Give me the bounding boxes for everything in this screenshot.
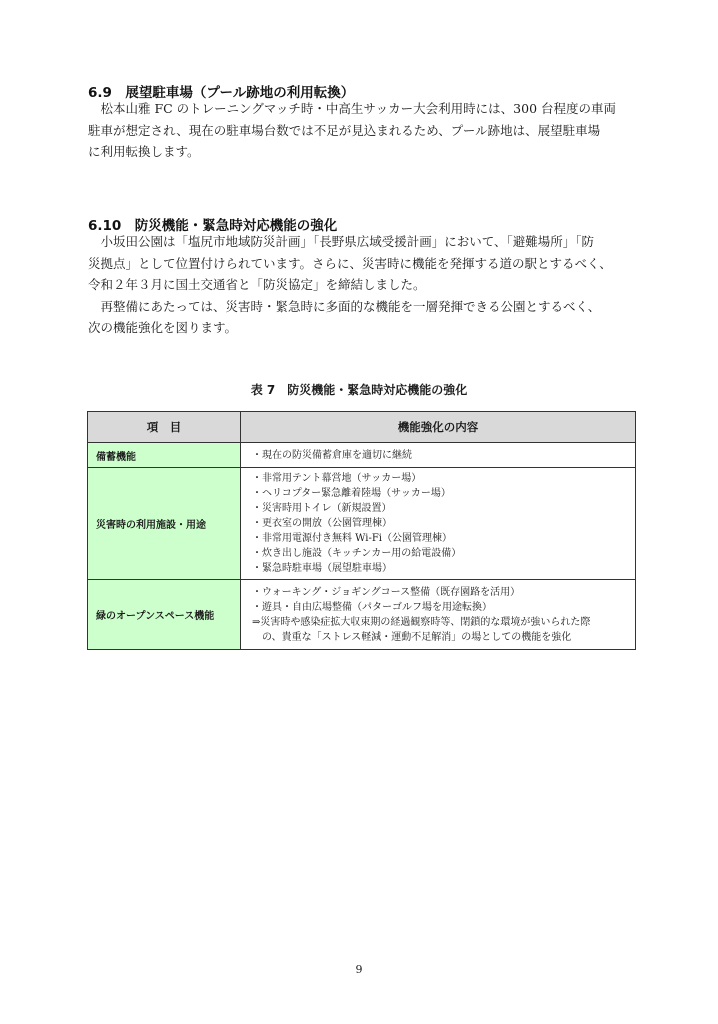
row-item-label: 緑のオープンスペース機能: [88, 580, 241, 650]
section-heading-6-9: 6.9 展望駐車場（プール跡地の利用転換）: [88, 85, 355, 101]
table-header-item: 項 目: [88, 412, 241, 443]
table-row: [88, 580, 636, 650]
content-line: ・更衣室の開放（公園管理棟）: [252, 518, 392, 529]
table-header-row: [88, 412, 636, 443]
section-body-6-10: [88, 231, 648, 339]
paragraph-line: 小坂田公園は「塩尻市地域防災計画」「長野県広域受援計画」において、「避難場所」「防: [88, 234, 595, 249]
row-item-label: 備蓄機能: [88, 443, 241, 468]
content-line: の、貴重な「ストレス軽減・運動不足解消」の場としての機能を強化: [252, 631, 572, 643]
row-content: [241, 468, 636, 580]
paragraph-line: 次の機能強化を図ります。: [88, 320, 238, 335]
table-row: [88, 443, 636, 468]
row-item-label: 災害時の利用施設・用途: [88, 468, 241, 580]
content-line: ・緊急時駐車場（展望駐車場）: [252, 563, 392, 574]
paragraph-line: 駐車が想定され、現在の駐車場台数では不足が見込まれるため、プール跡地は、展望駐車場: [88, 122, 601, 138]
page-number: 9: [355, 963, 363, 976]
content-line: ・ヘリコプター緊急離着陸場（サッカー場）: [252, 488, 451, 499]
table-row: [88, 468, 636, 580]
content-line: ・遊具・自由広場整備（パターゴルフ場を用途転換）: [252, 601, 492, 613]
section-body-6-9: [88, 98, 648, 163]
function-table: [87, 411, 636, 650]
content-line: ⇒災害時や感染症拡大収束期の経過観察時等、閉鎖的な環境が強いられた際: [252, 616, 591, 628]
paragraph-line: 松本山雅 FC のトレーニングマッチ時・中高生サッカー大会利用時には、300 台程度の車両: [88, 101, 617, 116]
table-caption: 表 7 防災機能・緊急時対応機能の強化: [250, 383, 468, 397]
content-line: ・現在の防災備蓄倉庫を適切に継続: [252, 449, 412, 461]
paragraph-line: に利用転換します。: [88, 144, 200, 159]
content-line: ・非常用電源付き無料 Wi-Fi（公園管理棟）: [252, 533, 452, 544]
content-line: ・ウォーキング・ジョギングコース整備（既存園路を活用）: [252, 586, 521, 598]
table-header-content: 機能強化の内容: [241, 412, 636, 443]
paragraph-line: 令和２年３月に国土交通省と「防災協定」を締結しました。: [88, 277, 426, 292]
content-line: ・災害時用トイレ（新規設置）: [252, 503, 392, 514]
row-content: [241, 443, 636, 468]
content-line: ・非常用テント幕営地（サッカー場）: [252, 473, 422, 484]
section-heading-6-10: 6.10 防災機能・緊急時対応機能の強化: [88, 218, 338, 234]
row-content: [241, 580, 636, 650]
paragraph-line: 災拠点」として位置付けられています。さらに、災害時に機能を発揮する道の駅とするべく、: [88, 255, 612, 271]
content-line: ・炊き出し施設（キッチンカー用の給電設備）: [252, 548, 462, 559]
paragraph-line: 再整備にあたっては、災害時・緊急時に多面的な機能を一層発揮できる公園とするべく、: [88, 298, 601, 314]
